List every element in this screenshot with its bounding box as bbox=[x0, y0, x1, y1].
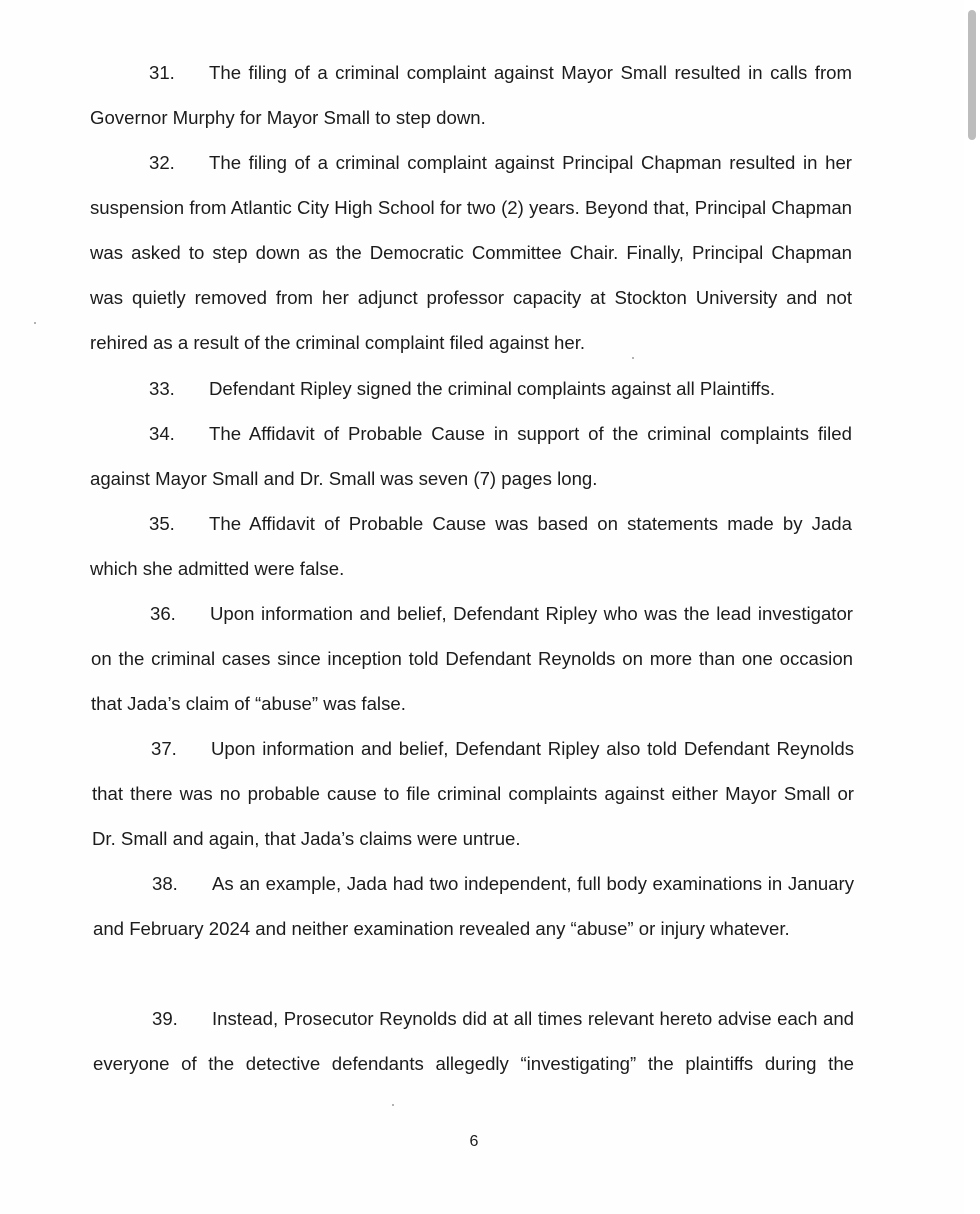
paragraph-32 bbox=[90, 140, 852, 365]
paragraph-number: 35. bbox=[149, 513, 175, 534]
scan-speck bbox=[392, 1104, 394, 1106]
paragraph-text: Upon information and belief, Defendant Ripley who was the lead investigator on the criminal cases since inception told Defendant Reynolds on more than one occasion that Jada’s claim of “abuse” was false. bbox=[91, 603, 853, 714]
scan-speck bbox=[632, 357, 634, 359]
paragraph-text: Instead, Prosecutor Reynolds did at all times relevant hereto advise each and everyone of the detective defendants allegedly “investigating” the plaintiffs during the bbox=[93, 1008, 854, 1074]
paragraph-number: 38. bbox=[152, 873, 178, 894]
paragraph-35 bbox=[90, 501, 852, 591]
paragraph-text: The filing of a criminal complaint against Principal Chapman resulted in her suspension from Atlantic City High School for two (2) years. Beyond that, Principal Chapman was asked to step down as the Democratic Committee Chair. Finally, Principal Chapman was quietly removed from her adjunct professor capacity at Stockton University and not rehired as a result of the criminal complaint filed against her. bbox=[90, 152, 852, 353]
scan-speck bbox=[34, 322, 36, 324]
paragraph-text: The Affidavit of Probable Cause was based on statements made by Jada which she admitted were false. bbox=[90, 513, 852, 579]
vertical-scrollbar[interactable] bbox=[964, 0, 980, 1214]
paragraph-number: 33. bbox=[149, 378, 175, 399]
paragraph-text: The filing of a criminal complaint against Mayor Small resulted in calls from Governor Murphy for Mayor Small to step down. bbox=[90, 62, 852, 128]
paragraph-39 bbox=[93, 996, 854, 1086]
paragraph-number: 37. bbox=[151, 738, 177, 759]
paragraph-38 bbox=[93, 861, 854, 951]
paragraph-36 bbox=[91, 591, 853, 726]
paragraph-33 bbox=[90, 366, 852, 411]
paragraph-text: Upon information and belief, Defendant Ripley also told Defendant Reynolds that there was no probable cause to file criminal complaints against either Mayor Small or Dr. Small and again, that Jada’s claims were untrue. bbox=[92, 738, 854, 849]
paragraph-number: 31. bbox=[149, 62, 175, 83]
paragraph-31 bbox=[90, 50, 852, 140]
paragraph-number: 36. bbox=[150, 603, 176, 624]
paragraph-34 bbox=[90, 411, 852, 501]
paragraph-number: 39. bbox=[152, 1008, 178, 1029]
paragraph-text: Defendant Ripley signed the criminal complaints against all Plaintiffs. bbox=[209, 378, 776, 399]
paragraph-37 bbox=[92, 726, 854, 861]
paragraph-text: As an example, Jada had two independent, full body examinations in January and February 2024 and neither examination revealed any “abuse” or injury whatever. bbox=[93, 873, 854, 939]
paragraph-number: 32. bbox=[149, 152, 175, 173]
scrollbar-thumb[interactable] bbox=[968, 10, 976, 140]
paragraph-text: The Affidavit of Probable Cause in support of the criminal complaints filed against Mayor Small and Dr. Small was seven (7) pages long. bbox=[90, 423, 852, 489]
page-number: 6 bbox=[469, 1133, 479, 1150]
paragraph-number: 34. bbox=[149, 423, 175, 444]
